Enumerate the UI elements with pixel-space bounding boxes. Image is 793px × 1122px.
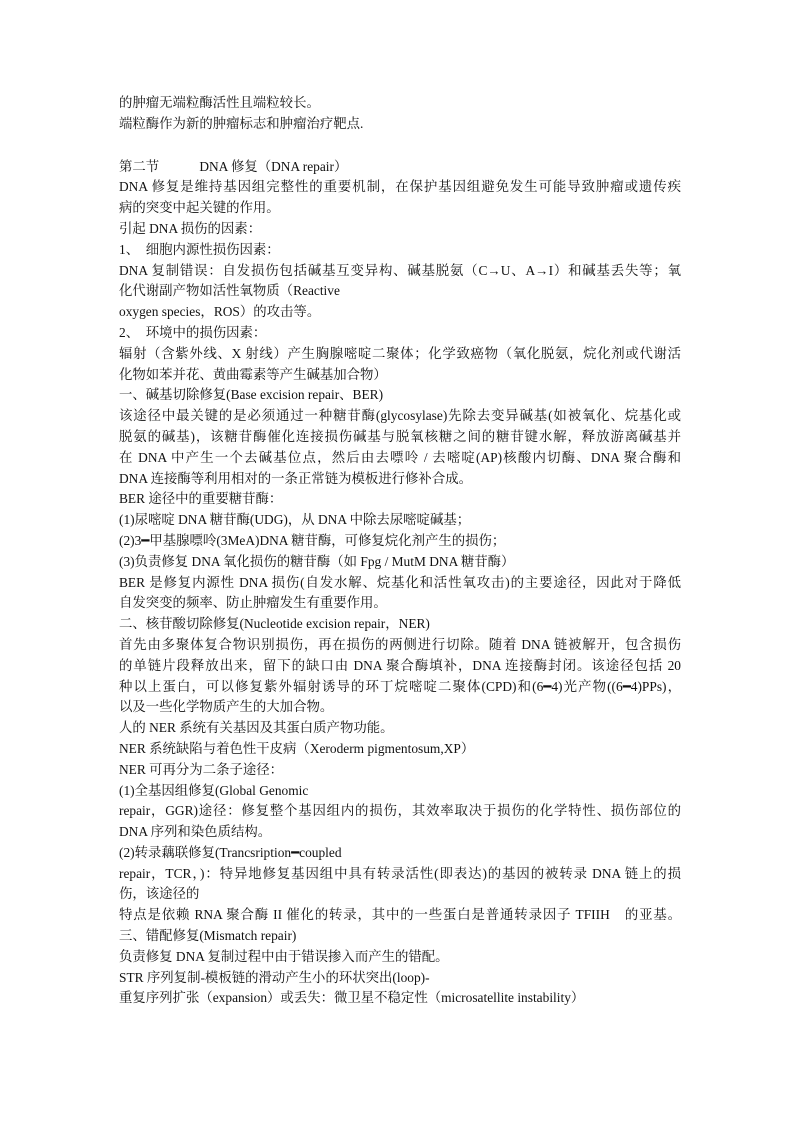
text-line: 脱氨的碱基)，该糖苷酶催化连接损伤碱基与脱氧核糖之间的糖苷键水解，释放游离碱基并 (119, 428, 681, 444)
text-line: 引起 DNA 损伤的因素： (119, 220, 262, 236)
text-line: DNA 连接酶等利用相对的一条正常链为模板进行修补合成。 (119, 470, 472, 486)
text-line: 的单链片段释放出来，留下的缺口由 DNA 聚合酶填补，DNA 连接酶封闭。该途径包括 20 (119, 657, 681, 673)
text-line: 端粒酶作为新的肿瘤标志和肿瘤治疗靶点. (119, 115, 364, 131)
text-line: (2)转录藕联修复(Trancsription━coupled (119, 844, 342, 860)
text-line: 的肿瘤无端粒酶活性且端粒较长。 (119, 95, 320, 110)
text-line: DNA 修复是维持基因组完整性的重要机制，在保护基因组避免发生可能导致肿瘤或遗传疾 (119, 179, 681, 195)
text-line: (1)尿嘧啶 DNA 糖苷酶(UDG)，从 DNA 中除去尿嘧啶碱基； (119, 512, 471, 528)
text-line: 以及一些化学物质产生的大加合物。 (119, 699, 334, 715)
text-line: (1)全基因组修复(Global Genomic (119, 782, 309, 798)
document-page (119, 93, 681, 1009)
blank-line (119, 135, 681, 157)
subheading: 一、碱基切除修复(Base excision repair、BER) (119, 387, 384, 403)
text-line: 2、 环境中的损伤因素： (119, 324, 267, 340)
text-line: BER 途径中的重要糖苷酶： (119, 491, 283, 507)
section-heading: 第二节 DNA 修复（DNA repair） (119, 158, 348, 174)
text-line: 特点是依赖 RNA 聚合酶 II 催化的转录，其中的一些蛋白是普通转录因子 TFIIH 的亚基。 (119, 907, 681, 923)
text-line: 自发突变的频率、防止肿瘤发生有重要作用。 (119, 595, 387, 611)
text-line: 种以上蛋白，可以修复紫外辐射诱导的环丁烷嘧啶二聚体(CPD)和(6━4)光产物((6━4)PPs)， (119, 678, 681, 694)
subheading: 二、核苷酸切除修复(Nucleotide excision repair，NER) (119, 616, 430, 632)
text-line: 重复序列扩张（expansion）或丢失：微卫星不稳定性（microsatellite instability） (119, 990, 585, 1006)
text-line: 首先由多聚体复合物识别损伤，再在损伤的两侧进行切除。随着 DNA 链被解开，包含损伤 (119, 636, 681, 652)
text-line: 人的 NER 系统有关基因及其蛋白质产物功能。 (119, 720, 394, 736)
text-line: (3)负责修复 DNA 氧化损伤的糖苷酶（如 Fpg / MutM DNA 糖苷酶） (119, 553, 515, 569)
text-line: BER 是修复内源性 DNA 损伤(自发水解、烷基化和活性氧攻击)的主要途径，因此对于降低 (119, 574, 681, 590)
text-line: DNA 序列和染色质结构。 (119, 824, 272, 840)
text-line: NER 系统缺陷与着色性干皮病（Xeroderm pigmentosum,XP） (119, 740, 475, 756)
text-line: 病的突变中起关键的作用。 (119, 200, 280, 216)
text-line: 伤，该途径的 (119, 886, 200, 902)
text-line: 化代谢副产物如活性氧物质（Reactive (119, 283, 340, 299)
text-line: repair，TCR，)：特异地修复基因组中具有转录活性(即表达)的基因的被转录 DNA 链上的损 (119, 865, 681, 881)
text-line: STR 序列复制-模板链的滑动产生小的环状突出(loop)- (119, 969, 430, 985)
text-line: 负责修复 DNA 复制过程中由于错误掺入而产生的错配。 (119, 948, 449, 964)
text-line: 化物如苯并花、黄曲霉素等产生碱基加合物） (119, 366, 387, 382)
subheading: 三、错配修复(Mismatch repair) (119, 928, 297, 944)
text-line: DNA 复制错误：自发损伤包括碱基互变异构、碱基脱氨（C→U、A→I）和碱基丢失等；氧 (119, 262, 681, 278)
text-line: 1、 细胞内源性损伤因素： (119, 241, 280, 257)
text-line: 辐射（含紫外线、X 射线）产生胸腺嘧啶二聚体；化学致癌物（氧化脱氨，烷化剂或代谢活 (119, 345, 681, 361)
text-line: (2)3━甲基腺嘌呤(3MeA)DNA 糖苷酶，可修复烷化剂产生的损伤； (119, 532, 506, 548)
text-line: NER 可再分为二条子途径： (119, 761, 284, 777)
text-line: oxygen species，ROS）的攻击等。 (119, 304, 321, 320)
text-line: 该途径中最关键的是必须通过一种糖苷酶(glycosylase)先除去变异碱基(如被氧化、烷基化或 (119, 408, 681, 424)
text-line: 在 DNA 中产生一个去碱基位点，然后由去嘌呤 / 去嘧啶(AP)核酸内切酶、DNA 聚合酶和 (119, 449, 681, 465)
text-line: repair，GGR)途径：修复整个基因组内的损伤，其效率取决于损伤的化学特性、损伤部位的 (119, 803, 681, 819)
